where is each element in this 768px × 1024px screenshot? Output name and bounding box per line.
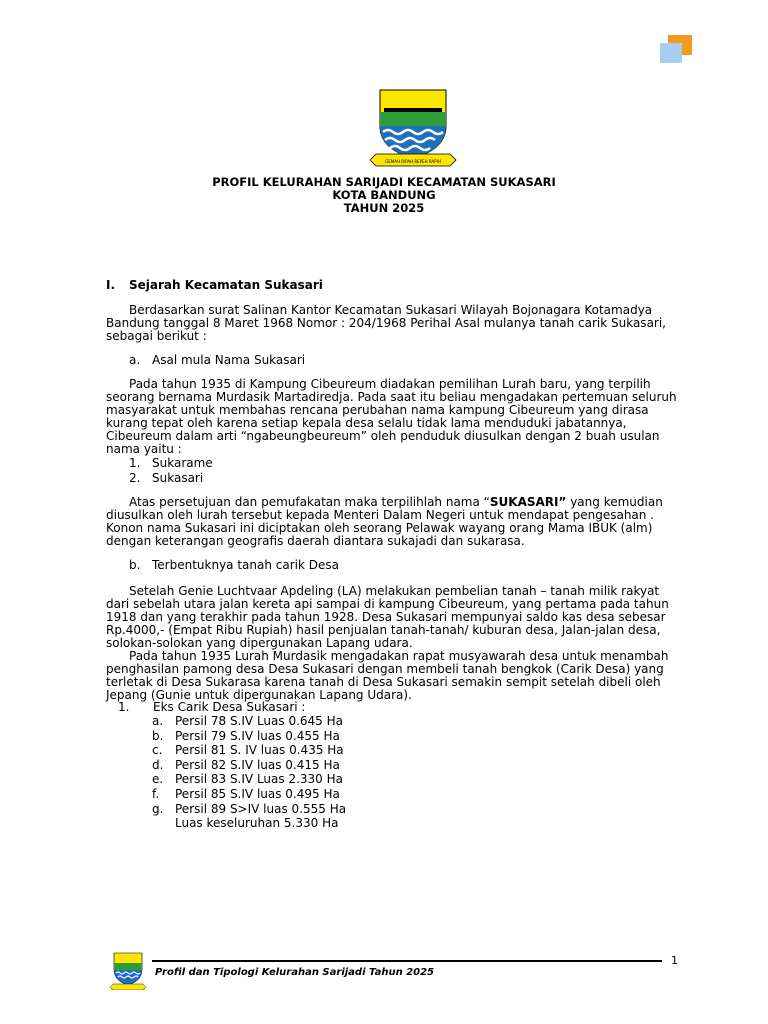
section-title: Sejarah Kecamatan Sukasari [129, 278, 323, 292]
paragraph-line: diusulkan oleh lurah tersebut kepada Menteri Dalam Negeri untuk mendapat pengesahan . [106, 508, 655, 522]
paragraph-line: masyarakat untuk membahas rencana perubahan nama kampung Cibeureum yang dirasa [106, 403, 649, 417]
intro-line: sebagai berikut : [106, 329, 207, 343]
list-item: b. Persil 79 S.IV luas 0.455 Ha [152, 728, 340, 743]
subheading-b [129, 558, 339, 572]
subheading-label: Terbentuknya tanah carik Desa [152, 558, 339, 572]
paragraph-line: 1918 dan yang terakhir pada tahun 1928. Desa Sukasari mempunyai saldo kas desa sebesar [106, 610, 666, 624]
footer-title: Profil dan Tipologi Kelurahan Sarijadi Tahun 2025 [155, 967, 435, 978]
paragraph-line: Jepang (Gunie untuk dipergunakan Lapang Udara). [106, 688, 412, 702]
paragraph-line: dari sebelah utara jalan kereta api sampai di kampung Cibeureum, yang pertama pada tahun [106, 597, 669, 611]
title-line-3: TAHUN 2025 [343, 201, 425, 215]
list-item: 2. Sukasari [129, 470, 204, 485]
document-title [0, 176, 768, 215]
paragraph-line: nama yaitu : [106, 442, 182, 456]
footer-divider [152, 960, 662, 962]
paragraph-line: Setelah Genie Luchtvaar Apdeling (LA) melakukan pembelian tanah – tanah milik rakyat [129, 584, 660, 598]
section-number: I. [106, 278, 116, 292]
subheading-marker: a. [129, 353, 141, 367]
paragraph-land-history [106, 585, 710, 702]
paragraph-line: Cibeureum dalam arti “ngabeungbeureum” oleh penduduk diusulkan dengan 2 buah usulan [106, 429, 660, 443]
paragraph-line: Pada tahun 1935 Lurah Murdasik mengadakan rapat musyawarah desa untuk menambah [129, 649, 669, 663]
paragraph-line: dengan keterangan geografis daerah diantara sukajadi dan sukarasa. [106, 534, 525, 548]
eks-carik-heading: 1. Eks Carik Desa Sukasari : [118, 700, 306, 714]
list-item: e. Persil 83 S.IV Luas 2.330 Ha [152, 772, 343, 787]
list-item: d. Persil 82 S.IV luas 0.415 Ha [152, 757, 340, 772]
total-area: Luas keseluruhan 5.330 Ha [175, 816, 339, 831]
name-options-list [129, 456, 213, 485]
section-heading [106, 278, 323, 292]
paragraph-line: Rp.4000,- (Empat Ribu Rupiah) hasil penjualan tanah-tanah/ kuburan desa, Jalan-jalan desa, [106, 623, 661, 637]
paragraph-line: Konon nama Sukasari ini diciptakan oleh seorang Pelawak wayang orang Mama IBUK (alm) [106, 521, 653, 535]
subheading-label: Asal mula Nama Sukasari [152, 353, 306, 367]
list-item: 1. Sukarame [129, 456, 213, 470]
sukasari-bold: SUKASARI” [489, 495, 567, 509]
corner-decoration-blue [660, 43, 682, 63]
intro-paragraph [106, 304, 710, 343]
intro-line: Bandung tanggal 8 Maret 1968 Nomor : 204/1968 Perihal Asal mulanya tanah carik Sukasari, [106, 316, 666, 330]
paragraph-line: kurang tepat oleh karena setiap kepala desa selalu tidak lama menduduki jabatannya, [106, 416, 627, 430]
paragraph-line: seorang bernama Murdasik Martadiredja. Pada saat itu beliau mengadakan pertemuan seluruh [106, 390, 677, 404]
paragraph-agreement: Atas persetujuan dan pemufakatan maka terpilihlah nama “SUKASARI” yang kemudian diusulkan oleh lurah tersebut kepada Menteri Dalam Negeri untuk mendapat pengesahan . Konon nama Sukasari ini diciptakan oleh seorang Pelawak wayang orang Mama IBUK (alm) dengan keterangan geografis daerah diantara sukajadi dan sukarasa. [106, 496, 710, 548]
persil-list [152, 714, 346, 831]
paragraph-line: solokan-solokan yang dipergunakan Lapang udara. [106, 636, 413, 650]
intro-line: Berdasarkan surat Salinan Kantor Kecamatan Sukasari Wilayah Bojonagara Kotamadya [129, 303, 653, 317]
list-item: f. Persil 85 S.IV luas 0.495 Ha [152, 786, 340, 801]
list-item: c. Persil 81 S. IV luas 0.435 Ha [152, 743, 344, 758]
subheading-marker: b. [129, 558, 141, 572]
bandung-emblem-logo [366, 88, 460, 170]
subheading-a [129, 353, 305, 367]
paragraph-line: Pada tahun 1935 di Kampung Cibeureum diadakan pemilihan Lurah baru, yang terpilih [129, 377, 651, 391]
title-line-1: PROFIL KELURAHAN SARIJADI KECAMATAN SUKASARI [212, 175, 556, 189]
paragraph-line: terletak di Desa Sukarasa karena tanah di Desa Sukasari semakin sempit setelah dibeli oleh [106, 675, 661, 689]
list-item: a. Persil 78 S.IV Luas 0.645 Ha [152, 714, 343, 728]
list-item: g. Persil 89 S>IV luas 0.555 Ha [152, 801, 347, 816]
svg-text:GEMAH RIPAH REPEH RAPIH: GEMAH RIPAH REPEH RAPIH [385, 159, 441, 164]
page-number: 1 [671, 954, 678, 967]
paragraph-name-origin [106, 378, 710, 456]
title-line-2: KOTA BANDUNG [332, 188, 436, 202]
paragraph-line: penghasilan pamong desa Desa Sukasari dengan membeli tanah bengkok (Carik Desa) yang [106, 662, 664, 676]
footer-emblem-logo [108, 952, 148, 990]
